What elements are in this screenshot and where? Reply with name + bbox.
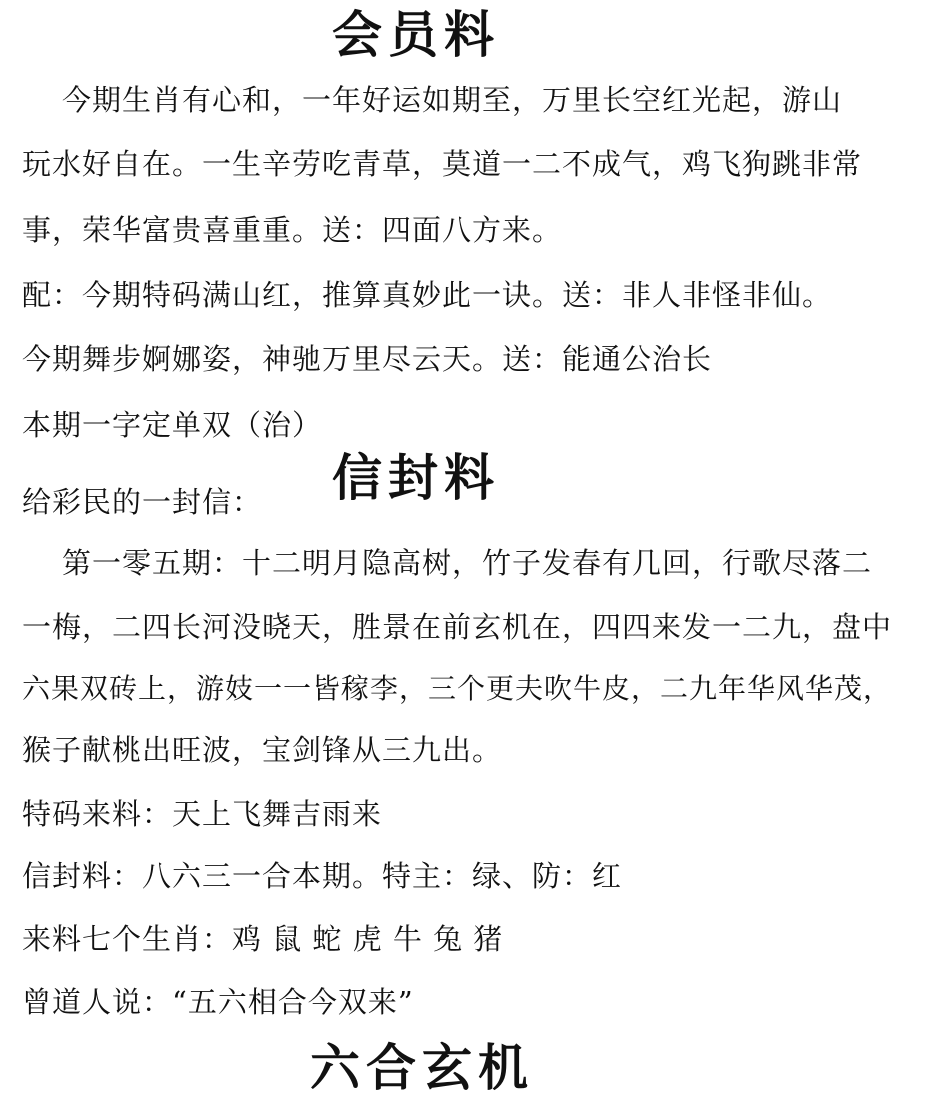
envelope-line-2: 一梅，二四长河没晓天，胜景在前玄机在，四四来发一二九，盘中 xyxy=(22,610,893,644)
envelope-section-title: 信封料 xyxy=(332,448,500,507)
envelope-line-4: 猴子献桃出旺波，宝剑锋从三九出。 xyxy=(22,733,503,767)
envelope-line-1: 第一零五期：十二明月隐高树，竹子发春有几回，行歌尽落二 xyxy=(62,546,873,580)
member-line-4: 配：今期特码满山红，推算真妙此一诀。送：非人非怪非仙。 xyxy=(22,278,833,312)
envelope-item-line: 信封料：八六三一合本期。特主：绿、防：红 xyxy=(22,859,623,893)
quote-line: 曾道人说：“五六相合今双来” xyxy=(22,985,414,1019)
member-line-5: 今期舞步婀娜姿，神驰万里尽云天。送：能通公治长 xyxy=(22,342,713,376)
envelope-line-3: 六果双砖上，游妓一一皆稼李，三个更夫吹牛皮，二九年华风华茂， xyxy=(22,672,893,705)
member-section-title: 会员料 xyxy=(332,5,500,64)
member-line-3: 事，荣华富贵喜重重。送：四面八方来。 xyxy=(22,213,563,247)
member-line-6: 本期一字定单双（治） xyxy=(22,408,323,442)
envelope-greeting: 给彩民的一封信： xyxy=(22,485,263,519)
seven-zodiac-line: 来料七个生肖：鸡 鼠 蛇 虎 牛 兔 猪 xyxy=(22,922,504,956)
member-line-1: 今期生肖有心和，一年好运如期至，万里长空红光起，游山 xyxy=(62,83,843,117)
member-line-2: 玩水好自在。一生辛劳吃青草，莫道一二不成气，鸡飞狗跳非常 xyxy=(22,147,863,181)
special-code-line: 特码来料：天上飞舞吉雨来 xyxy=(22,797,383,831)
liuhe-section-title: 六合玄机 xyxy=(310,1038,534,1097)
